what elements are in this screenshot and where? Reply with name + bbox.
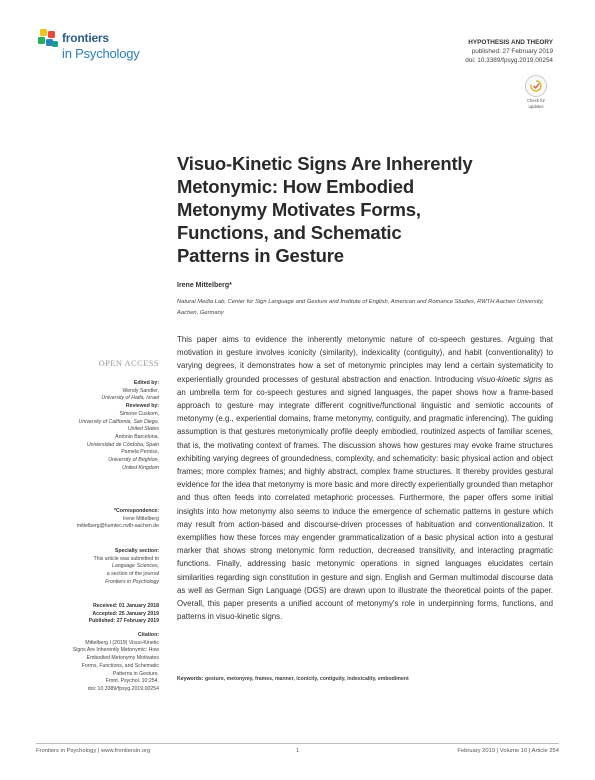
page-footer: [36, 743, 559, 754]
reviewer-affiliation: University of Brighton,: [108, 457, 159, 464]
reviewer-affiliation: United Kingdom: [122, 464, 159, 471]
dates-block: [89, 603, 159, 626]
accepted-date: Accepted: 25 January 2019: [92, 610, 159, 617]
article-meta: [465, 38, 553, 65]
abstract: [177, 333, 553, 623]
citation-line: Embodied Metonymy Motivates: [86, 655, 159, 662]
reviewer-name: Pamela Perniss,: [121, 449, 159, 456]
check-for-updates-badge[interactable]: [520, 75, 552, 109]
specialty-label: Specialty section:: [114, 548, 159, 554]
citation-line: Mittelberg I (2019) Visuo-Kinetic: [85, 639, 159, 646]
specialty-line: a section of the journal: [106, 571, 159, 578]
editor-affiliation: University of Haifa, Israel: [101, 395, 159, 402]
abstract-italic-term: visuo-kinetic signs: [476, 374, 542, 384]
abstract-text-1: This paper aims to evidence the inherently metonymic nature of co-speech gestures. Arguing that motivation in gesture involves iconicity (similarity), indexicality (contiguity), and habit (conventionality) to varying degrees, it demonstrates how a set of metonymic principles may lend a certain systematicity to experientially grounded processes of gestural abstraction and enaction. Introducing: [177, 335, 553, 384]
open-access-label: OPEN ACCESS: [98, 358, 159, 368]
article-title: Visuo-Kinetic Signs Are Inherently Metonymic: How Embodied Metonymy Motivates Forms, Functions, and Schematic Patterns in Gesture: [177, 153, 473, 266]
editor-name: Wendy Sandler,: [122, 387, 159, 394]
citation-line: Forms, Functions, and Schematic: [81, 662, 159, 669]
published-date: published: 27 February 2019: [471, 48, 553, 55]
reviewer-affiliation: University of California, San Diego,: [78, 418, 159, 425]
footer-page-number: 1: [296, 748, 300, 754]
correspondence-name: Irene Mittelberg: [122, 515, 159, 522]
correspondence-email[interactable]: mittelberg@humtec.rwth-aachen.de: [76, 523, 159, 530]
check-updates-line1: Check for: [527, 98, 545, 103]
author-affiliation: Natural Media Lab, Center for Sign Language and Gesture and Institute of English, American and Romance Studies, RWTH Aachen University, Aachen, Germany: [177, 299, 544, 316]
abstract-text-2: as an umbrella term for co-speech gestures and signed languages, the paper shows how a frame-based approach to gesture may integrate different cognitive/functional linguistic and semiotic accounts of metonymy (e.g., experiential domains, frame metonymy, contiguity, and pragmatic inferencing). The guiding assumption is that gestures metonymically profile deeply embodied, routinized aspects of familiar scenes, that is, the motivating context of frames. The discussion shows how gestures may evoke frame structures exhibiting varying degrees of groundedness, complexity, and schematicity: basic physical action and object frames; more complex frames; and highly abstract, complex frame structures. It thereby provides gestural evidence for the idea that metonymy is more basic and more directly experientially grounded than metaphor and thus often feeds into correlated metaphoric processes. Furthermore, the paper offers some initial insights into how metonymy also seems to induce the emergence of schematic patterns in gesture which may result from action-based and discourse-driven processes of habituation and conventionalization. It exemplifies how these forces may engender grammaticalization of a basic physical action into a gestural marker that shows strong metonymic form reduction, decreased transitivity, and interacting pragmatic functions. Finally, addressing basic metonymic operations in signed languages elucidates certain similarities regarding sign constitution in gesture and sign. English and German multimodal discourse data as well as German Sign Language (DGS) are drawn upon to illustrate the theoretical points of the paper. Overall, this paper presents a unified account of metonymy's role in underpinning forms, functions, and patterns in visuo-kinetic signs.: [177, 374, 554, 622]
received-date: Received: 01 January 2018: [92, 603, 159, 609]
footer-journal-link[interactable]: Frontiers in Psychology | www.frontiersin.org: [36, 748, 151, 754]
correspondence-label: *Correspondence:: [114, 508, 159, 514]
specialty-line: Language Sciences,: [111, 563, 159, 570]
reviewer-affiliation: Universidad de Córdoba, Spain: [86, 441, 159, 448]
article-doi[interactable]: doi: 10.3389/fpsyg.2019.00254: [465, 57, 553, 64]
keywords: [177, 676, 557, 682]
journal-logo: [36, 28, 166, 68]
check-updates-line2: updates: [528, 104, 544, 109]
article-type: HYPOTHESIS AND THEORY: [468, 39, 553, 46]
citation-label: Citation:: [137, 632, 159, 638]
editors-block: [79, 380, 159, 472]
reviewer-affiliation: United States: [127, 426, 159, 433]
edited-by-label: Edited by:: [133, 380, 159, 386]
logo-text-frontiers: frontiers: [62, 31, 109, 45]
keywords-label: Keywords:: [177, 676, 204, 682]
frontiers-logo-icon: [36, 28, 60, 52]
specialty-line: Frontiers in Psychology: [105, 578, 159, 585]
citation-line: Patterns in Gesture.: [112, 670, 159, 677]
keywords-list: gesture, metonymy, frames, manner, iconicity, contiguity, indexicality, embodiment: [204, 676, 409, 682]
citation-line: Front. Psychol. 10:254.: [105, 678, 159, 685]
author-name: Irene Mittelberg*: [177, 282, 232, 289]
correspondence-block: [77, 508, 159, 531]
specialty-line: This article was submitted to: [93, 555, 159, 562]
logo-text-journal: in Psychology: [62, 46, 140, 61]
reviewer-name: Simone Cuskom,: [119, 410, 159, 417]
check-updates-icon: [525, 75, 547, 97]
specialty-section-block: [94, 548, 159, 587]
reviewed-by-label: Reviewed by:: [125, 403, 159, 410]
reviewer-name: Antonio Barcelona,: [115, 433, 159, 440]
citation-line: Signs Are Inherently Metonymic: How: [72, 647, 159, 654]
citation-doi[interactable]: doi: 10.3389/fpsyg.2019.00254: [87, 685, 159, 692]
citation-block: [73, 632, 159, 694]
published-date-sidebar: Published: 27 February 2019: [88, 618, 159, 625]
footer-issue-info: February 2019 | Volume 10 | Article 254: [457, 748, 559, 754]
